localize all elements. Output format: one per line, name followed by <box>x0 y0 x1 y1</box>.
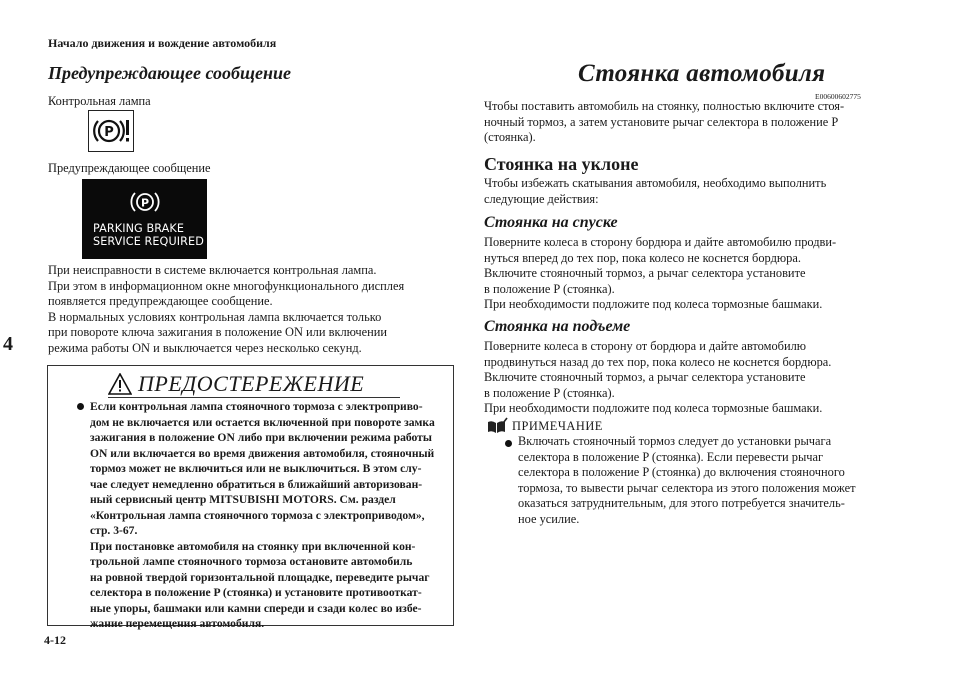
text-line: ный сервисный центр MITSUBISHI MOTORS. См. раздел <box>90 493 396 506</box>
text-line: Поверните колеса в сторону от бордюра и дайте автомобилю <box>484 339 807 353</box>
intro-paragraph <box>484 99 844 146</box>
note-text <box>518 434 856 527</box>
text-line: зажигания в положение ON либо при включении режима работы <box>90 431 432 444</box>
warning-text <box>90 399 435 632</box>
panel-message <box>93 222 204 248</box>
downhill-paragraph <box>484 235 836 313</box>
warning-box <box>47 365 454 630</box>
panel-line: PARKING BRAKE <box>93 222 185 235</box>
chapter-tab-number: 4 <box>3 333 13 355</box>
text-line: «Контрольная лампа стояночного тормоза с электроприводом», <box>90 508 425 522</box>
text-line: Включите стояночный тормоз, а рычаг селектора установите <box>484 266 806 280</box>
text-line: на ровной твердой горизонтальной площадке, переведите рычаг <box>90 570 430 584</box>
text-line: Включать стояночный тормоз следует до установки рычага <box>518 434 832 448</box>
text-line: При неисправности в системе включается контрольная лампа. <box>48 263 377 277</box>
svg-text:P: P <box>104 125 114 140</box>
bullet-icon <box>77 403 84 410</box>
section-title-uphill: Стоянка на подъеме <box>484 318 631 335</box>
warning-header <box>108 369 400 397</box>
note-pen-icon <box>486 417 508 435</box>
uphill-paragraph <box>484 339 831 417</box>
display-panel <box>82 179 207 259</box>
text-line: Если контрольная лампа стояночного тормоза с электроприво- <box>90 400 423 413</box>
text-line: Чтобы избежать скатывания автомобиля, необходимо выполнить <box>484 176 827 190</box>
warning-message-description <box>48 263 404 356</box>
text-line: стр. 3-67. <box>90 524 138 537</box>
text-line: нуться вперед до тех пор, пока колесо не коснется бордюра. <box>484 250 801 265</box>
document-code: E00600602775 <box>815 92 861 101</box>
text-line: в положение P (стоянка). <box>484 281 615 296</box>
warning-header-rule <box>108 397 400 398</box>
text-line: продвинуться назад до тех пор, пока колесо не коснется бордюра. <box>484 354 832 369</box>
section-title-warning-message: Предупреждающее сообщение <box>48 63 291 83</box>
section-title-slope: Стоянка на уклоне <box>484 154 639 174</box>
section-title-downhill: Стоянка на спуске <box>484 214 618 231</box>
text-line: При необходимости подложите под колеса тормозные башмаки. <box>484 401 823 415</box>
warning-triangle-icon <box>108 373 132 395</box>
page-number: 4-12 <box>44 633 66 647</box>
text-line: При этом в информационном окне многофункционального дисплея <box>48 278 405 293</box>
text-line: чае следует немедленно обратиться в ближайший авторизован- <box>90 477 423 491</box>
text-line: При постановке автомобиля на стоянку при включенной кон- <box>90 539 416 553</box>
text-line: появляется предупреждающее сообщение. <box>48 294 273 308</box>
note-label: ПРИМЕЧАНИЕ <box>512 419 603 433</box>
text-line: режима работы ON и выключается через несколько секунд. <box>48 340 362 355</box>
text-line: трольной лампе стояночного тормоза остановите автомобиль <box>90 555 413 568</box>
text-line: Поверните колеса в сторону бордюра и дайте автомобилю продви- <box>484 235 837 249</box>
panel-line: SERVICE REQUIRED <box>93 235 204 248</box>
text-line: в положение P (стоянка). <box>484 385 615 400</box>
text-line: оказаться затруднительным, для этого потребуется значитель- <box>518 496 845 510</box>
text-line: жание перемещения автомобиля. <box>90 617 265 630</box>
text-line: ночный тормоз, а затем установите рычаг селектора в положение P <box>484 114 839 129</box>
parking-brake-symbol-icon <box>128 187 162 217</box>
text-line: ные упоры, башмаки или камни спереди и сзади колес во избе- <box>90 601 422 615</box>
text-line: тормоз может не включиться или не выключиться. В этом слу- <box>90 462 422 475</box>
text-line: При необходимости подложите под колеса тормозные башмаки. <box>484 297 823 311</box>
text-line: ON или включается во время движения автомобиля, стояночный <box>90 446 435 460</box>
text-line: (стоянка). <box>484 130 536 144</box>
text-line: селектора в положение P (стоянка). Если перевести рычаг <box>518 449 824 464</box>
text-line: ное усилие. <box>518 511 580 526</box>
svg-text:P: P <box>140 196 150 210</box>
text-line: при повороте ключа зажигания в положение ON или включении <box>48 325 388 339</box>
bullet-icon <box>505 440 512 447</box>
slope-paragraph <box>484 176 826 207</box>
warning-label: ПРЕДОСТЕРЕЖЕНИЕ <box>138 371 365 396</box>
chapter-header: Начало движения и вождение автомобиля <box>48 36 277 50</box>
text-line: Чтобы поставить автомобиль на стоянку, полностью включите стоя- <box>484 99 845 113</box>
text-line: дом не включается или остается включенной при повороте замка <box>90 415 435 429</box>
text-line: Включите стояночный тормоз, а рычаг селектора установите <box>484 370 806 384</box>
page-title: Стоянка автомобиля <box>578 60 826 87</box>
parking-brake-symbol-icon <box>89 111 133 151</box>
text-line: селектора в положение P (стоянка) и установите противооткат- <box>90 586 422 599</box>
lamp-label: Контрольная лампа <box>48 94 151 108</box>
text-line: селектора в положение P (стоянка) до включения стояночного <box>518 465 845 479</box>
text-line: следующие действия: <box>484 191 599 206</box>
text-line: тормоза, то вывести рычаг селектора из этого положения может <box>518 480 856 495</box>
message-label: Предупреждающее сообщение <box>48 161 211 175</box>
text-line: В нормальных условиях контрольная лампа включается только <box>48 309 382 324</box>
parking-brake-lamp-icon <box>88 110 134 152</box>
